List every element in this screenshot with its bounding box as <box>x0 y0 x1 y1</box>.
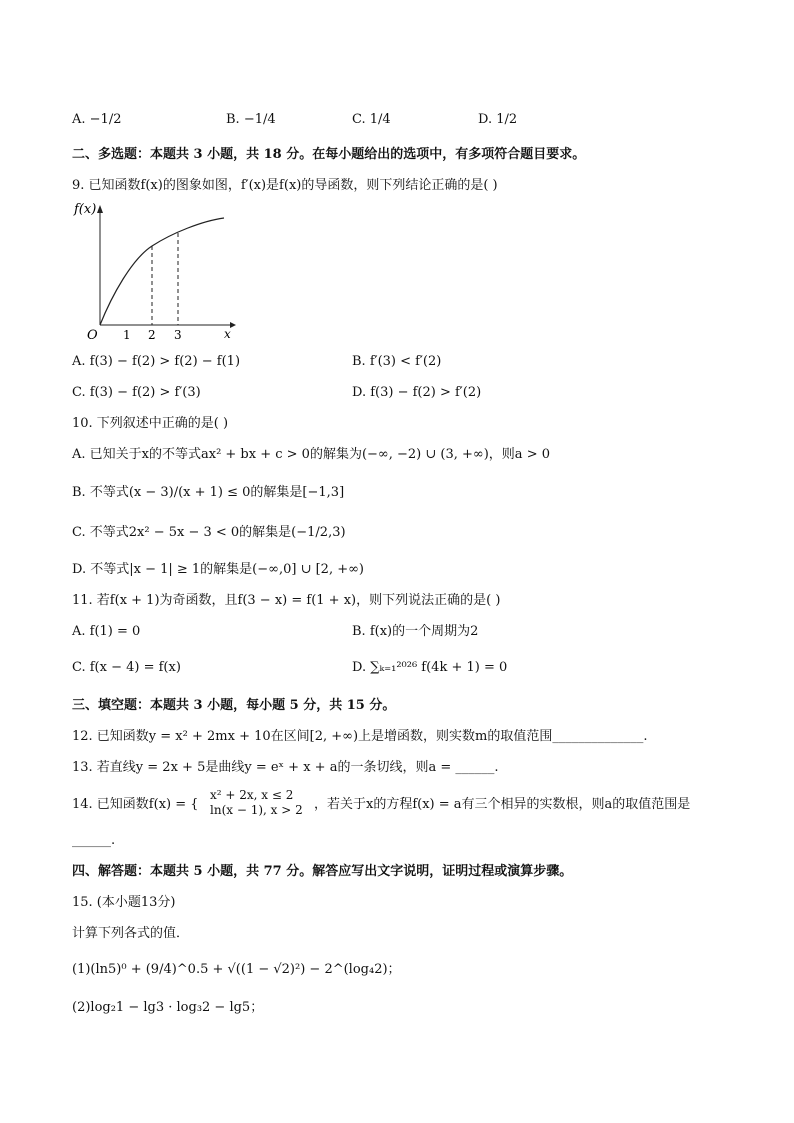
q14-piece-1: x² + 2x, x ≤ 2 <box>210 788 294 802</box>
section-3-title: 三、填空题：本题共 3 小题，每小题 5 分，共 15 分。 <box>72 698 396 713</box>
q14-answer-blank: ______. <box>72 833 116 848</box>
q10-option-d: D. 不等式|x − 1| ≥ 1的解集是(−∞,0] ∪ [2, +∞) <box>72 562 364 577</box>
q14-piece-2: ln(x − 1), x > 2 <box>210 803 303 817</box>
q11-stem: 11. 若f(x + 1)为奇函数，且f(3 − x) = f(1 + x)，则下列说法正确的是( ) <box>72 593 501 608</box>
q10-option-c: C. 不等式2x² − 5x − 3 < 0的解集是(−1/2,3) <box>72 525 346 540</box>
q11-option-b: B. f(x)的一个周期为2 <box>352 624 479 639</box>
q10-stem: 10. 下列叙述中正确的是( ) <box>72 416 229 431</box>
q14-stem-prefix: 14. 已知函数f(x) = { <box>72 797 199 812</box>
q9-function-graph <box>72 197 240 345</box>
q14-stem-suffix: ，若关于x的方程f(x) = a有三个相异的实数根，则a的取值范围是 <box>314 797 691 812</box>
q9-option-c: C. f(3) − f(2) > f′(3) <box>72 385 201 400</box>
q11-option-c: C. f(x − 4) = f(x) <box>72 660 181 675</box>
section-4-title: 四、解答题：本题共 5 小题，共 77 分。解答应写出文字说明，证明过程或演算步骤。 <box>72 864 573 879</box>
q8-option-a: A. −1/2 <box>72 112 122 127</box>
q11-option-d: D. ∑ₖ₌₁²⁰²⁶ f(4k + 1) = 0 <box>352 660 508 675</box>
tick-label-1: 1 <box>123 328 131 342</box>
q8-option-c: C. 1/4 <box>352 112 391 127</box>
q9-option-b: B. f′(3) < f′(2) <box>352 354 442 369</box>
function-curve <box>100 218 224 325</box>
q12-stem: 12. 已知函数y = x² + 2mx + 10在区间[2, +∞)上是增函数，则实数m的取值范围______________. <box>72 729 648 744</box>
tick-label-3: 3 <box>174 328 182 342</box>
q15-header: 15. (本小题13分) <box>72 895 176 910</box>
q13-stem: 13. 若直线y = 2x + 5是曲线y = eˣ + x + a的一条切线，则a = ______. <box>72 760 499 775</box>
q15-item-2: (2)log₂1 − lg3 · log₃2 − lg5； <box>72 1000 264 1015</box>
x-axis-arrow <box>230 322 236 328</box>
y-axis-arrow <box>97 205 103 213</box>
q15-item-1: (1)(ln5)⁰ + (9/4)^0.5 + √((1 − √2)²) − 2^(log₄2)； <box>72 962 401 977</box>
q9-option-d: D. f(3) − f(2) > f′(2) <box>352 385 482 400</box>
q9-stem: 9. 已知函数f(x)的图象如图，f′(x)是f(x)的导函数，则下列结论正确的是( ) <box>72 178 498 193</box>
x-axis-label: x <box>224 327 231 341</box>
q15-intro: 计算下列各式的值． <box>72 926 190 941</box>
q10-option-b: B. 不等式(x − 3)/(x + 1) ≤ 0的解集是[−1,3] <box>72 485 345 500</box>
q8-option-b: B. −1/4 <box>226 112 276 127</box>
q10-option-a: A. 已知关于x的不等式ax² + bx + c > 0的解集为(−∞, −2) ∪ (3, +∞)，则a > 0 <box>72 447 550 462</box>
q9-option-a: A. f(3) − f(2) > f(2) − f(1) <box>72 354 241 369</box>
q8-option-d: D. 1/2 <box>478 112 518 127</box>
y-axis-label: f(x) <box>74 202 97 217</box>
origin-label: O <box>87 328 98 343</box>
section-2-title: 二、多选题：本题共 3 小题，共 18 分。在每小题给出的选项中，有多项符合题目要求。 <box>72 147 586 162</box>
q11-option-a: A. f(1) = 0 <box>72 624 141 639</box>
tick-label-2: 2 <box>148 328 156 342</box>
